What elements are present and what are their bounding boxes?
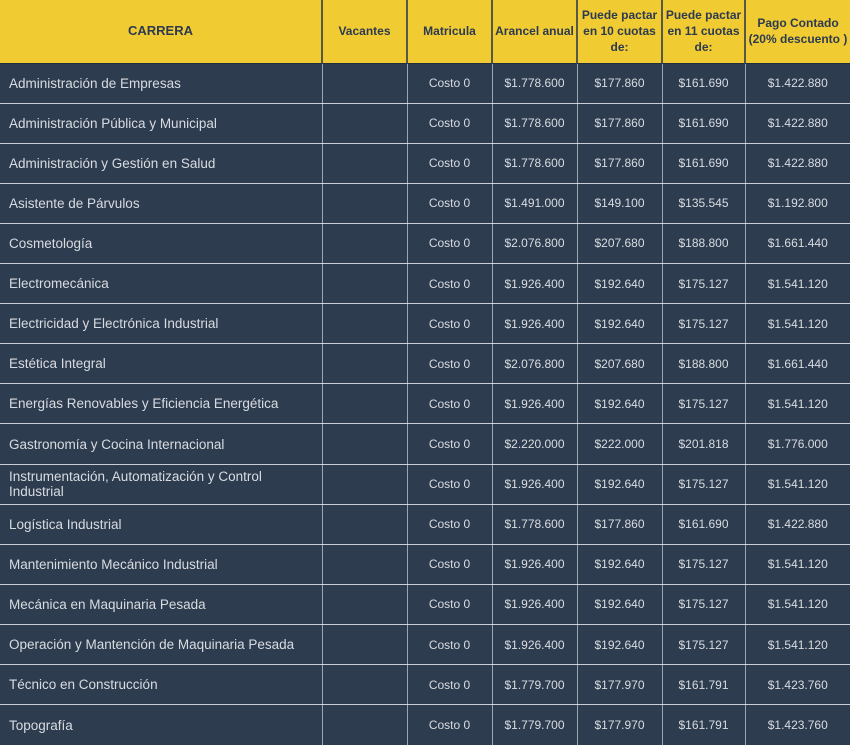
matricula-cell: Costo 0 [407,544,492,584]
pago-contado-cell: $1.541.120 [745,384,850,424]
vacantes-cell [322,464,407,504]
cuotas-11-cell: $175.127 [662,464,745,504]
table-row [0,143,850,183]
table-row [0,183,850,223]
arancel-anual-cell: $2.076.800 [492,223,577,263]
matricula-cell: Costo 0 [407,705,492,745]
cuotas-10-cell: $177.860 [577,504,662,544]
arancel-anual-cell: $1.491.000 [492,183,577,223]
career-cell: Gastronomía y Cocina Internacional [0,424,322,464]
arancel-anual-cell: $1.926.400 [492,264,577,304]
cuotas-10-cell: $177.970 [577,705,662,745]
cuotas-10-cell: $177.860 [577,143,662,183]
vacantes-cell [322,665,407,705]
cuotas-10-cell: $177.860 [577,103,662,143]
matricula-cell: Costo 0 [407,63,492,103]
matricula-cell: Costo 0 [407,504,492,544]
pago-contado-cell: $1.423.760 [745,665,850,705]
matricula-cell: Costo 0 [407,304,492,344]
arancel-anual-cell: $2.220.000 [492,424,577,464]
career-cell: Electricidad y Electrónica Industrial [0,304,322,344]
cuotas-10-cell: $149.100 [577,183,662,223]
cuotas-11-cell: $175.127 [662,304,745,344]
cuotas-10-cell: $177.970 [577,665,662,705]
vacantes-cell [322,183,407,223]
matricula-cell: Costo 0 [407,665,492,705]
cuotas-10-cell: $207.680 [577,344,662,384]
pago-contado-cell: $1.423.760 [767,718,828,733]
table-row [0,264,850,304]
career-cell: Electromecánica [0,264,322,304]
matricula-cell: Costo 0 [407,625,492,665]
pago-contado-cell: $1.422.880 [745,103,850,143]
cuotas-11-cell: $175.127 [662,544,745,584]
career-cell: Administración y Gestión en Salud [0,143,322,183]
pago-contado-cell: $1.541.120 [745,264,850,304]
matricula-cell: Costo 0 [407,264,492,304]
career-cell: Logística Industrial [0,504,322,544]
col-header-cuotas-11: Puede pactar en 11 cuotas de: [662,0,745,63]
pago-contado-cell: $1.541.120 [745,584,850,624]
arancel-anual-cell: $1.778.600 [492,504,577,544]
cuotas-11-cell: $135.545 [662,183,745,223]
vacantes-cell [322,544,407,584]
table-row [0,223,850,263]
cuotas-10-cell: $192.640 [577,384,662,424]
career-cell: Mecánica en Maquinaria Pesada [0,584,322,624]
col-header-pago-contado: Pago Contado (20% descuento ) [745,0,850,63]
matricula-cell: Costo 0 [407,103,492,143]
vacantes-cell [322,584,407,624]
arancel-anual-cell: $1.926.400 [492,584,577,624]
pago-contado-cell: $1.661.440 [745,344,850,384]
col-header-vacantes: Vacantes [322,0,407,63]
vacantes-cell [322,384,407,424]
cuotas-11-cell: $175.127 [662,264,745,304]
matricula-cell: Costo 0 [407,424,492,464]
pago-contado-cell: $1.541.120 [745,304,850,344]
cuotas-11-cell: $161.791 [662,665,745,705]
header-row [0,0,850,63]
arancel-anual-cell: $1.778.600 [492,63,577,103]
cuotas-11-cell: $201.818 [662,424,745,464]
table-row [0,544,850,584]
table-row [0,103,850,143]
arancel-anual-cell: $1.926.400 [492,384,577,424]
cuotas-10-cell: $222.000 [577,424,662,464]
fee-table-header [0,0,850,63]
arancel-anual-cell: $1.778.600 [492,143,577,183]
matricula-cell: Costo 0 [407,344,492,384]
pago-contado-cell: $1.541.120 [745,464,850,504]
cuotas-10-cell: $192.640 [577,544,662,584]
career-cell: Mantenimiento Mecánico Industrial [0,544,322,584]
arancel-anual-cell: $1.778.600 [492,103,577,143]
table-row [0,705,850,745]
career-cell: Técnico en Construcción [0,665,322,705]
table-row [0,304,850,344]
arancel-anual-cell: $1.926.400 [492,625,577,665]
pago-contado-cell: $1.422.880 [745,504,850,544]
vacantes-cell [322,264,407,304]
vacantes-cell [322,304,407,344]
pago-contado-cell: $1.541.120 [745,544,850,584]
career-cell: Administración de Empresas [0,63,322,103]
cuotas-11-cell: $161.690 [662,143,745,183]
cuotas-11-cell: $175.127 [662,625,745,665]
pago-contado-cell: $1.422.880 [745,63,850,103]
table-row [0,344,850,384]
cuotas-10-cell: $192.640 [577,264,662,304]
cuotas-11-cell: $175.127 [662,384,745,424]
matricula-cell: Costo 0 [407,464,492,504]
pago-contado-cell: $1.422.880 [745,143,850,183]
cuotas-11-cell: $175.127 [662,584,745,624]
arancel-anual-cell: $1.779.700 [492,665,577,705]
vacantes-cell [322,63,407,103]
cuotas-10-cell: $207.680 [577,223,662,263]
arancel-anual-cell: $1.926.400 [492,304,577,344]
cuotas-11-cell: $161.690 [662,103,745,143]
pago-contado-cell: $1.541.120 [745,625,850,665]
table-row [0,424,850,464]
col-header-matricula: Matricula [407,0,492,63]
career-cell: Energías Renovables y Eficiencia Energética [0,384,322,424]
vacantes-cell [322,625,407,665]
fee-table-body [0,63,850,745]
table-row [0,665,850,705]
table-row [0,464,850,504]
pago-contado-cell: $1.192.800 [745,183,850,223]
cuotas-10-cell: $192.640 [577,625,662,665]
career-cell: Operación y Mantención de Maquinaria Pesada [0,625,322,665]
career-cell: Instrumentación, Automatización y Control Industrial [0,464,322,504]
table-row [0,384,850,424]
career-cell: Administración Pública y Municipal [0,103,322,143]
matricula-cell: Costo 0 [407,223,492,263]
matricula-cell: Costo 0 [407,384,492,424]
cuotas-11-cell: $188.800 [662,344,745,384]
pago-contado-cell: $1.776.000 [745,424,850,464]
career-cell: Cosmetología [0,223,322,263]
table-row [0,584,850,624]
cuotas-11-cell: $161.690 [662,504,745,544]
col-header-carrera: CARRERA [0,0,322,63]
cuotas-10-cell: $192.640 [577,304,662,344]
vacantes-cell [322,504,407,544]
col-header-cuotas-10: Puede pactar en 10 cuotas de: [577,0,662,63]
matricula-cell: Costo 0 [407,143,492,183]
matricula-cell: Costo 0 [407,584,492,624]
arancel-anual-cell: $1.926.400 [492,464,577,504]
cuotas-11-cell: $188.800 [662,223,745,263]
career-cell: Estética Integral [0,344,322,384]
vacantes-cell [322,424,407,464]
cuotas-11-cell: $161.690 [662,63,745,103]
cuotas-10-cell: $177.860 [577,63,662,103]
table-row [0,63,850,103]
vacantes-cell [322,705,407,745]
table-row [0,504,850,544]
vacantes-cell [322,344,407,384]
col-header-arancel-anual: Arancel anual [492,0,577,63]
arancel-anual-cell: $1.779.700 [492,705,577,745]
matricula-cell: Costo 0 [407,183,492,223]
career-cell: Asistente de Párvulos [0,183,322,223]
career-cell: Topografía [0,705,322,745]
vacantes-cell [322,143,407,183]
arancel-anual-cell: $2.076.800 [492,344,577,384]
vacantes-cell [322,223,407,263]
cuotas-10-cell: $192.640 [577,464,662,504]
arancel-anual-cell: $1.926.400 [492,544,577,584]
pago-contado-cell: $1.661.440 [745,223,850,263]
table-row [0,625,850,665]
cuotas-11-cell: $161.791 [662,705,745,745]
vacantes-cell [322,103,407,143]
cuotas-10-cell: $192.640 [577,584,662,624]
